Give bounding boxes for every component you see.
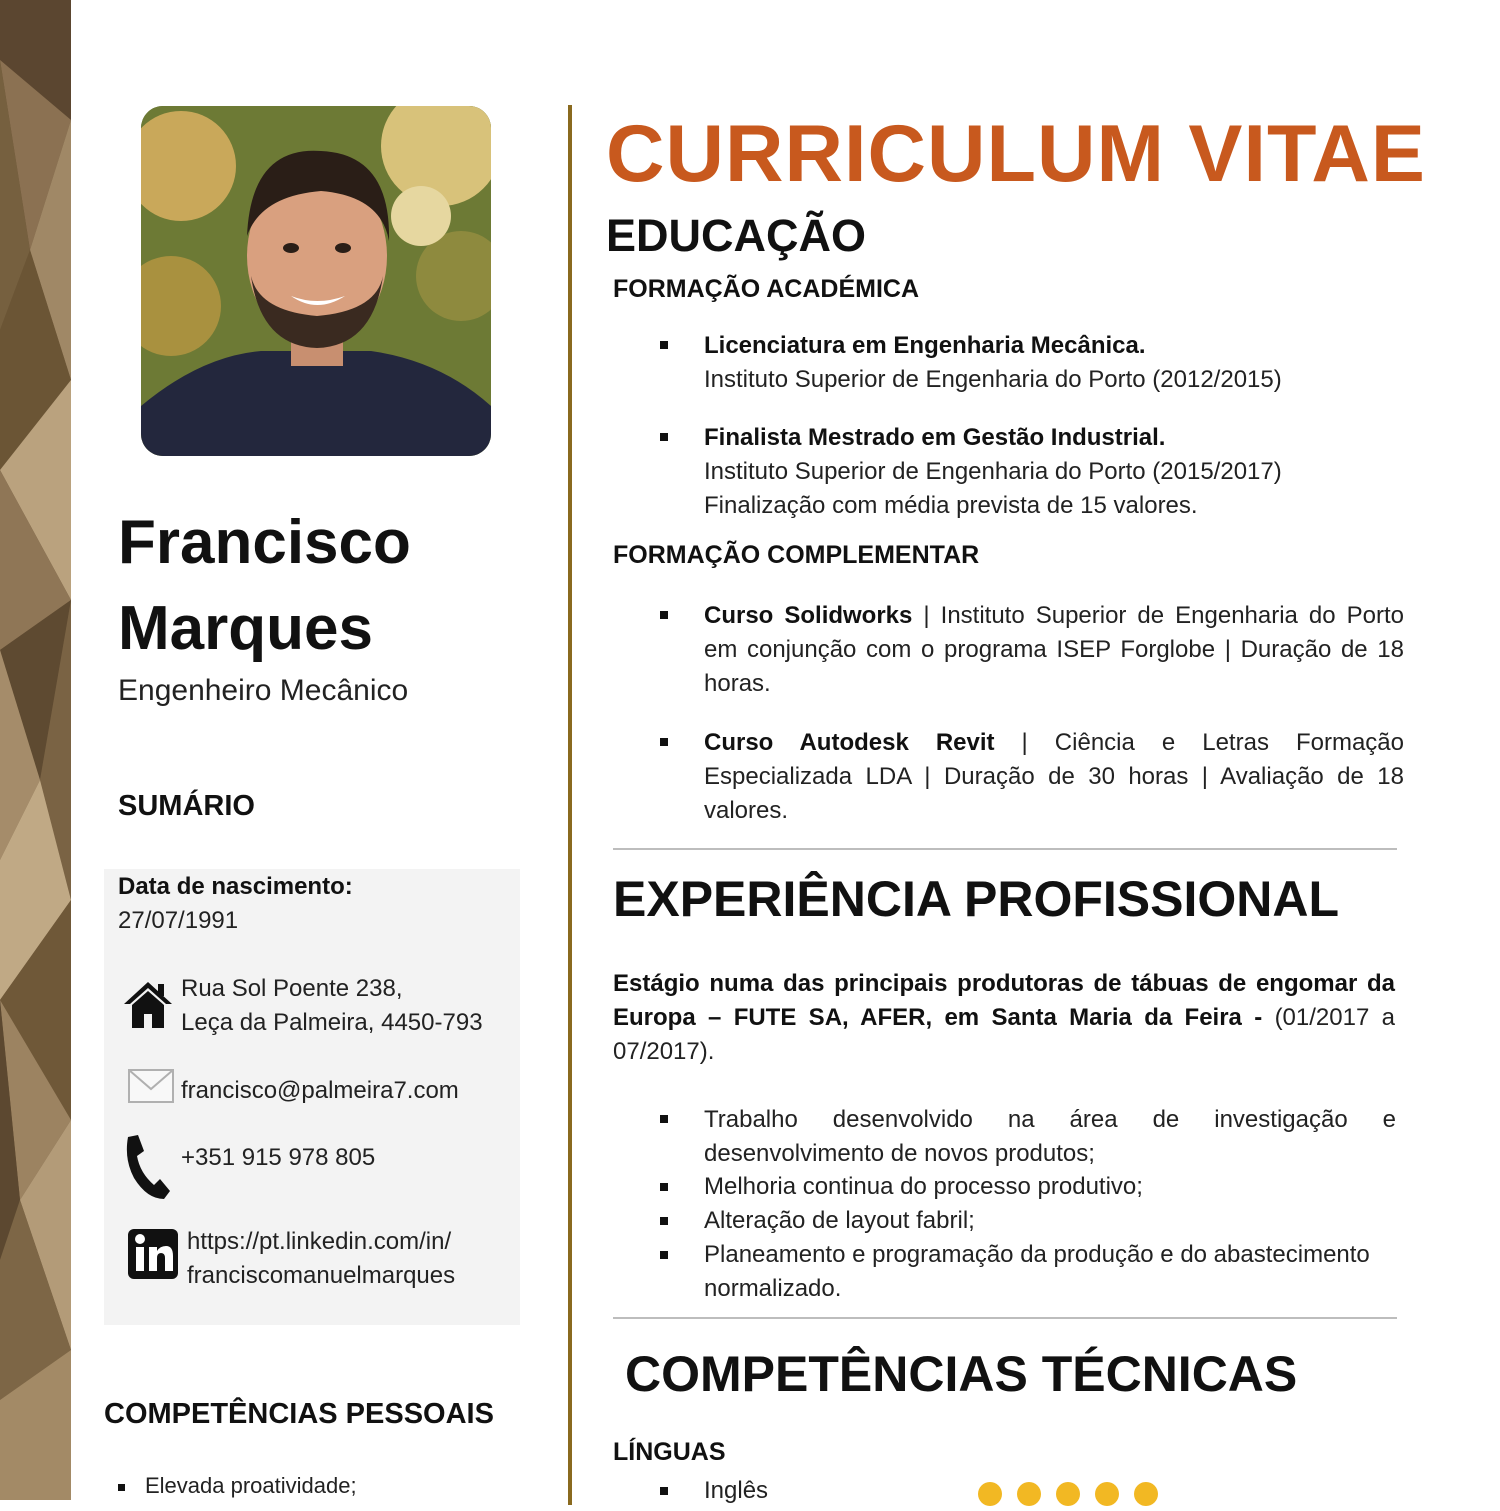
address-line-1: Rua Sol Poente 238, <box>181 975 403 1002</box>
mail-icon <box>128 1069 174 1108</box>
linkedin-line-2: franciscomanuelmarques <box>187 1262 456 1289</box>
entry-detail: | Instituto Superior de Engenharia do Porto em conjunção com o programa ISEP Forglobe | Duração de 18 horas. <box>704 602 1404 697</box>
section-divider <box>613 1317 1397 1319</box>
bullet-marker <box>660 1183 668 1191</box>
entry-line: Instituto Superior de Engenharia do Porto (2012/2015) <box>704 366 1282 393</box>
bullet-marker <box>660 341 668 349</box>
entry-line: Finalização com média prevista de 15 valores. <box>704 492 1198 519</box>
complementary-heading: FORMAÇÃO COMPLEMENTAR <box>613 541 980 569</box>
bullet-marker <box>660 1251 668 1259</box>
level-dot <box>1095 1482 1119 1506</box>
experience-item: Alteração de layout fabril; <box>704 1207 975 1234</box>
bullet-marker <box>118 1484 125 1491</box>
level-dot <box>1134 1482 1158 1506</box>
birth-date: 27/07/1991 <box>118 907 239 934</box>
entry-title: Licenciatura em Engenharia Mecânica. <box>704 332 1146 359</box>
address <box>181 972 483 1040</box>
home-icon <box>122 978 174 1035</box>
decorative-polygon-band <box>0 0 71 1500</box>
birth-info <box>118 870 353 938</box>
entry-title: Curso Solidworks <box>704 602 913 629</box>
address-line-2: Leça da Palmeira, 4450-793 <box>181 1009 483 1036</box>
section-divider <box>613 848 1397 850</box>
language-level-dots <box>978 1482 1173 1511</box>
experience-dates: (01/2017 a 07/2017). <box>613 1004 1395 1065</box>
experience-item: Planeamento e programação da produção e do abastecimento normalizado. <box>704 1241 1370 1302</box>
linkedin-url[interactable] <box>187 1225 455 1293</box>
languages-heading: LÍNGUAS <box>613 1438 726 1466</box>
linkedin-line-1: https://pt.linkedin.com/in/ <box>187 1228 452 1255</box>
experience-item: Trabalho desenvolvido na área de investigação e desenvolvimento de novos produtos; <box>704 1106 1396 1167</box>
email[interactable]: francisco@palmeira7.com <box>181 1077 459 1104</box>
bullet-marker <box>660 738 668 746</box>
level-dot <box>978 1482 1002 1506</box>
level-dot <box>1017 1482 1041 1506</box>
personal-skills-heading: COMPETÊNCIAS PESSOAIS <box>104 1398 494 1430</box>
first-name: Francisco <box>118 508 411 577</box>
complementary-entry <box>704 599 1404 701</box>
academic-entry <box>704 329 1404 397</box>
last-name: Marques <box>118 594 373 663</box>
entry-detail: | Ciência e Letras Formação Especializada LDA | Duração de 30 horas | Avaliação de 18 valores. <box>704 729 1404 824</box>
entry-line: Instituto Superior de Engenharia do Porto (2015/2017) <box>704 458 1282 485</box>
level-dot <box>1056 1482 1080 1506</box>
entry-title: Curso Autodesk Revit <box>704 729 995 756</box>
bullet-marker <box>660 433 668 441</box>
linkedin-icon <box>128 1229 178 1284</box>
technical-heading: COMPETÊNCIAS TÉCNICAS <box>625 1346 1298 1402</box>
person-role: Engenheiro Mecânico <box>118 674 409 707</box>
birth-label: Data de nascimento: <box>118 873 353 900</box>
vertical-divider <box>568 105 572 1505</box>
language-name: Inglês <box>704 1477 769 1504</box>
profile-photo <box>141 106 491 456</box>
person-name <box>118 500 411 672</box>
bullet-marker <box>660 1487 668 1495</box>
experience-item: Melhoria continua do processo produtivo; <box>704 1173 1143 1200</box>
bullet-marker <box>660 611 668 619</box>
bullet-marker <box>660 1115 668 1123</box>
education-heading: EDUCAÇÃO <box>606 210 867 261</box>
experience-heading: EXPERIÊNCIA PROFISSIONAL <box>613 871 1340 927</box>
academic-entry <box>704 421 1404 523</box>
phone[interactable]: +351 915 978 805 <box>181 1144 376 1171</box>
complementary-entry <box>704 726 1404 828</box>
cv-title: CURRICULUM VITAE <box>606 109 1426 199</box>
experience-intro <box>613 967 1395 1069</box>
experience-intro-bold: Estágio numa das principais produtoras de tábuas de engomar da Europa – FUTE SA, AFER, em Santa Maria da Feira - <box>613 970 1395 1031</box>
bullet-marker <box>660 1217 668 1225</box>
summary-heading: SUMÁRIO <box>118 790 255 822</box>
entry-title: Finalista Mestrado em Gestão Industrial. <box>704 424 1166 451</box>
personal-skill-item: Elevada proatividade; <box>118 1473 357 1499</box>
academic-heading: FORMAÇÃO ACADÉMICA <box>613 275 919 303</box>
phone-icon <box>122 1133 172 1206</box>
